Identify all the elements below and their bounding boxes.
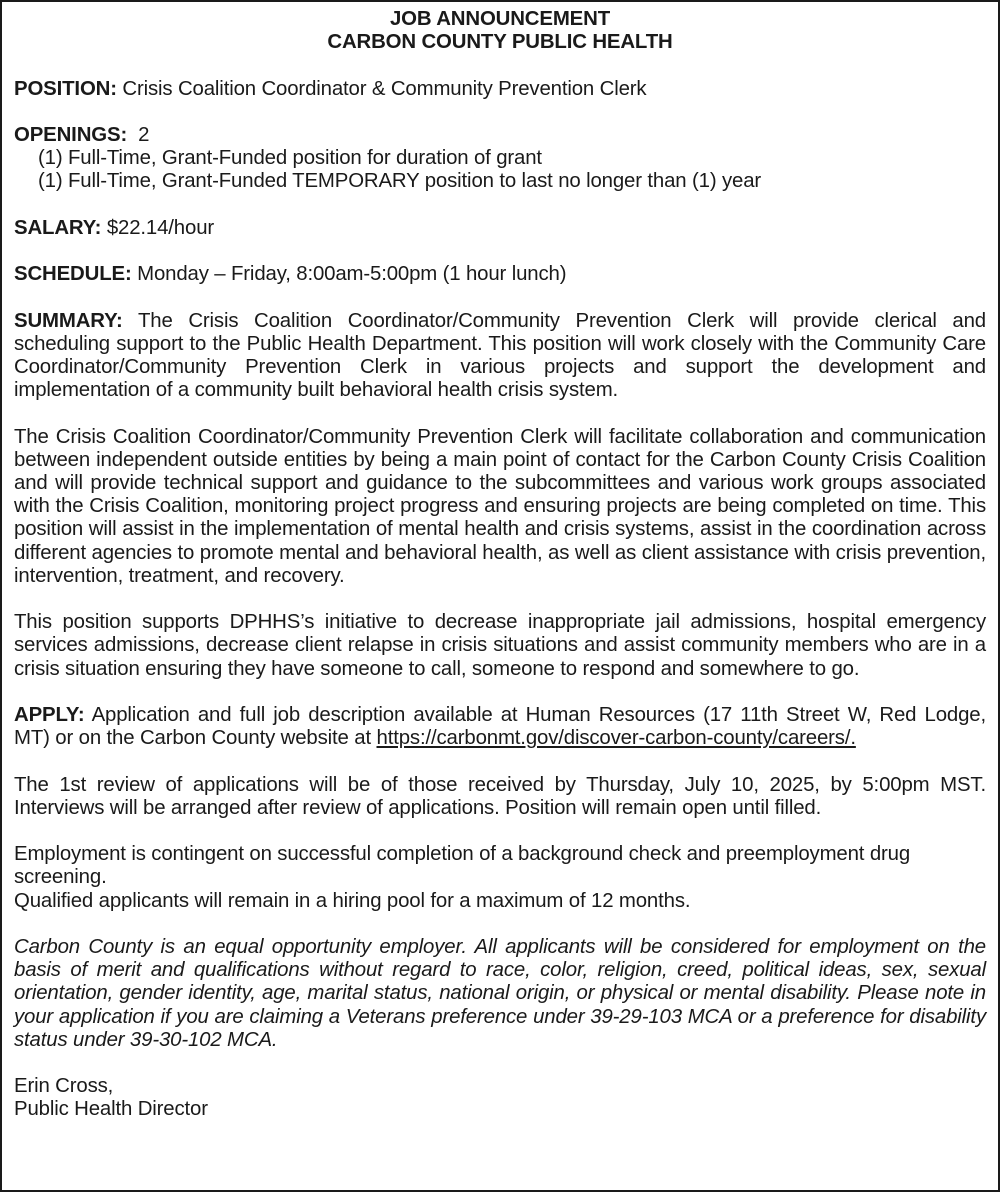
announcement-header <box>14 8 986 54</box>
duties-paragraph: The Crisis Coalition Coordinator/Community Prevention Clerk will facilitate collaboration and communication between independent outside entities by being a main point of contact for the Carbon County Crisis Coalition and will provide technical support and guidance to the subcommittees and various work groups associated with the Crisis Coalition, monitoring project progress and ensuring projects are being completed on time. This position will assist in the implementation of mental health and crisis systems, assist in the coordination across different agencies to promote mental and behavioral health, as well as client assistance with crisis prevention, intervention, treatment, and recovery. <box>14 425 986 587</box>
openings-item: (1) Full-Time, Grant-Funded TEMPORARY position to last no longer than (1) year <box>38 170 762 193</box>
openings-value: 2 <box>138 123 150 146</box>
signature-title: Public Health Director <box>14 1098 208 1121</box>
summary-label: SUMMARY: <box>14 309 123 332</box>
apply-section <box>14 704 986 750</box>
header-organization: CARBON COUNTY PUBLIC HEALTH <box>327 31 673 54</box>
openings-label: OPENINGS: <box>14 123 128 146</box>
salary-label: SALARY: <box>14 216 102 239</box>
openings-section <box>14 124 986 147</box>
careers-link[interactable]: https://carbonmt.gov/discover-carbon-county/careers/. <box>376 727 856 750</box>
employment-contingency: Employment is contingent on successful completion of a background check and preemployment drug screening. <box>14 843 911 889</box>
position-value: Crisis Coalition Coordinator & Community Prevention Clerk <box>122 77 647 100</box>
schedule-label: SCHEDULE: <box>14 263 132 286</box>
salary-value: $22.14/hour <box>106 216 215 239</box>
signature-name: Erin Cross, <box>14 1075 114 1098</box>
hiring-pool-note: Qualified applicants will remain in a hiring pool for a maximum of 12 months. <box>14 889 691 912</box>
position-section <box>14 78 986 101</box>
schedule-value: Monday – Friday, 8:00am-5:00pm (1 hour lunch) <box>137 263 567 286</box>
apply-text: Application and full job description available at Human Resources (17 11th Street W, Red Lodge, MT) or on the Carbon County website at <box>14 703 987 750</box>
eeo-statement: Carbon County is an equal opportunity employer. All applicants will be considered for employment on the basis of merit and qualifications without regard to race, color, religion, creed, political ideas, sex, sexual orientation, gender identity, age, marital status, national origin, or physical or mental disability. Please note in your application if you are claiming a Veterans preference under 39-29-103 MCA or a preference for disability status under 39-30-102 MCA. <box>14 935 986 1051</box>
apply-label: APPLY: <box>14 703 85 726</box>
openings-item: (1) Full-Time, Grant-Funded position for duration of grant <box>38 147 542 170</box>
review-paragraph: The 1st review of applications will be of those received by Thursday, July 10, 2025, by 5:00pm MST. Interviews will be arranged after review of applications. Position will remain open until filled. <box>14 773 986 819</box>
schedule-section <box>14 263 986 286</box>
position-label: POSITION: <box>14 77 117 100</box>
summary-text: The Crisis Coalition Coordinator/Community Prevention Clerk will provide clerical and scheduling support to the Public Health Department. This position will work closely with the Community Care Coordinator/Community Prevention Clerk in various projects and support the development and implementation of a community built behavioral health crisis system. <box>14 309 986 402</box>
salary-section <box>14 217 986 240</box>
initiative-paragraph: This position supports DPHHS’s initiative to decrease inappropriate jail admissions, hospital emergency services admissions, decrease client relapse in crisis situations and assist community members who are in a crisis situation ensuring they have someone to call, someone to respond and somewhere to go. <box>14 611 986 680</box>
header-title: JOB ANNOUNCEMENT <box>389 8 610 30</box>
summary-section <box>14 310 986 403</box>
